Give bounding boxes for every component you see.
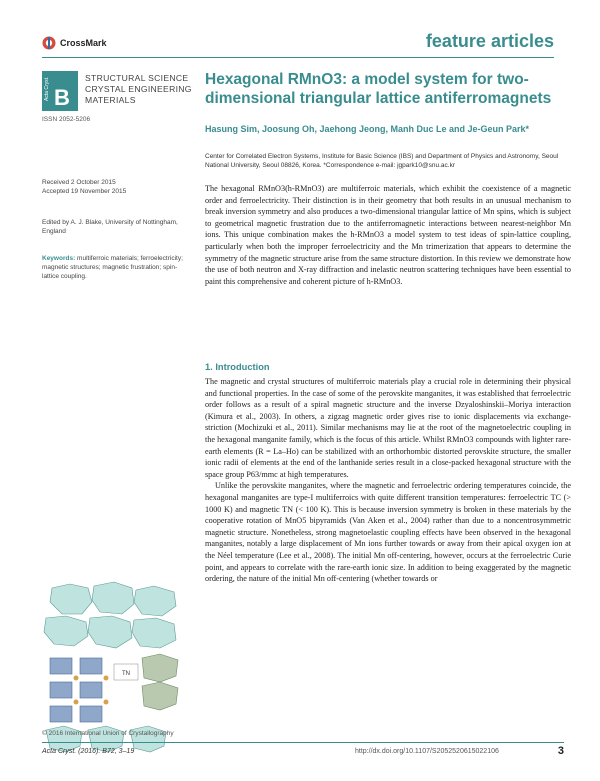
crossmark-label: CrossMark: [60, 38, 107, 48]
header-rule: [42, 57, 554, 58]
journal-logo: [42, 71, 78, 111]
affiliation: Center for Correlated Electron Systems, Institute for Basic Science (IBS) and Department of Physics and Astronomy, Seoul National University, Seoul 08826, Korea. *Correspondence e-mail: jgpark10@snu.ac.kr: [205, 153, 559, 169]
keywords: [42, 254, 187, 281]
issn: ISSN 2052-5206: [42, 116, 91, 123]
journal-name-line: STRUCTURAL SCIENCE: [85, 73, 189, 83]
keywords-list: multiferroic materials; ferroelectricity; magnetic structures; magnetic frustration; spin-lattice coupling.: [42, 255, 183, 280]
journal-name-line: CRYSTAL ENGINEERING: [85, 84, 192, 94]
edited-by: Edited by A. J. Blake, University of Nottingham, England: [42, 219, 178, 235]
crossmark-icon: [42, 36, 56, 50]
journal-logo-side-text: Acta Cryst.: [44, 76, 50, 101]
article-title: Hexagonal RMnO3: a model system for two-dimensional triangular lattice antiferromagnets: [205, 71, 552, 107]
introduction-body: [205, 376, 571, 585]
journal-name: [85, 73, 192, 106]
journal-name-line: MATERIALS: [85, 95, 136, 105]
article-dates: [42, 178, 187, 196]
crossmark-badge[interactable]: [42, 36, 107, 50]
paragraph: The magnetic and crystal structures of multiferroic materials play a crucial role in determining their physical and functional properties. In the case of some of the perovskite manganites, it was established that ferroelectric order follows as a result of a spiral magnetic structure and the inverse Dzyaloshinskii–Moriya interaction (Kimura et al., 2003). In others, a zigzag magnetic order gives rise to ionic displacements via exchange-striction (Mochizuki et al., 2011). Similar mechanisms may lie at the root of the magnetoelectric coupling in the hexagonal manganite family, which is the focus of this article. Whilst RMnO3 compounds with lighter rare-earth elements (R = La–Ho) can be stabilized with an orthorhombic distorted perovskite structure, the smaller ionic radii of elements at the end of the lanthanide series result in a close-packed hexagonal structure with the space group P63/mmc at high temperatures.: [205, 377, 571, 479]
keywords-label: Keywords:: [42, 255, 76, 262]
figure-label: TN: [122, 671, 130, 677]
received-date: Received 2 October 2015: [42, 179, 116, 186]
section-heading: feature articles: [425, 31, 554, 51]
copyright: © 2016 International Union of Crystallography: [42, 730, 174, 737]
paragraph: Unlike the perovskite manganites, where the magnetic and ferroelectric ordering temperatures coincide, the hexagonal manganites are type-I multiferroics with quite different transition temperatures: ferroelectric TC (> 1000 K) and magnetic TN (< 100 K). This is because inversion symmetry is broken in these materials by the cooperative rotation of MnO5 bipyramids (Van Aken et al., 2004) rather than due to a noncentrosymmetric magnetic structure. Nonetheless, strong magnetoelastic coupling effects have been observed in the hexagonal manganites, notably a large displacement of Mn ions further towards or away from their apical oxygen ion at the Néel temperature (Lee et al., 2008). The initial Mn off-centering, however, occurs at the ferroelectric Curie point, and appears to correlate with the rare-earth ionic size. In addition to being exaggerated by the magnetic ordering, the nature of the initial Mn off-centering (whether towards or: [205, 481, 571, 584]
journal-logo-letter: B: [54, 85, 70, 110]
doi-link[interactable]: http://dx.doi.org/10.1107/S2052520615022106: [355, 748, 499, 755]
page-number: 3: [557, 745, 564, 757]
footer-rule: [42, 742, 564, 743]
accepted-date: Accepted 19 November 2015: [42, 188, 127, 195]
author-list: Hasung Sim, Joosung Oh, Jaehong Jeong, Manh Duc Le and Je-Geun Park*: [205, 124, 530, 134]
crystal-structure-figure: [42, 580, 188, 772]
abstract: The hexagonal RMnO3(h-RMnO3) are multiferroic materials, which exhibit the coexistence of a magnetic order and ferroelectricity. Their distinction is in their geometry that both results in an unusual mechanism to break inversion symmetry and also produces a two-dimensional triangular lattice of Mn spins, which is subject to geometrical magnetic frustration due to the antiferromagnetic interactions between nearest-neighbor Mn ions. This unique combination makes the h-RMnO3 a model system to test ideas of spin-lattice coupling, particularly when both the improper ferroelectricity and the Mn trimerization that appears to determine the symmetry of the magnetic structure arise from the same structure distortion. In this review we demonstrate how the use of both neutron and X-ray diffraction and inelastic neutron scattering techniques have been essential to paint this comprehensive and coherent picture of h-RMnO3.: [205, 184, 571, 286]
section-heading-introduction: 1. Introduction: [205, 362, 270, 372]
citation: Acta Cryst. (2016). B72, 3–19: [42, 748, 135, 755]
